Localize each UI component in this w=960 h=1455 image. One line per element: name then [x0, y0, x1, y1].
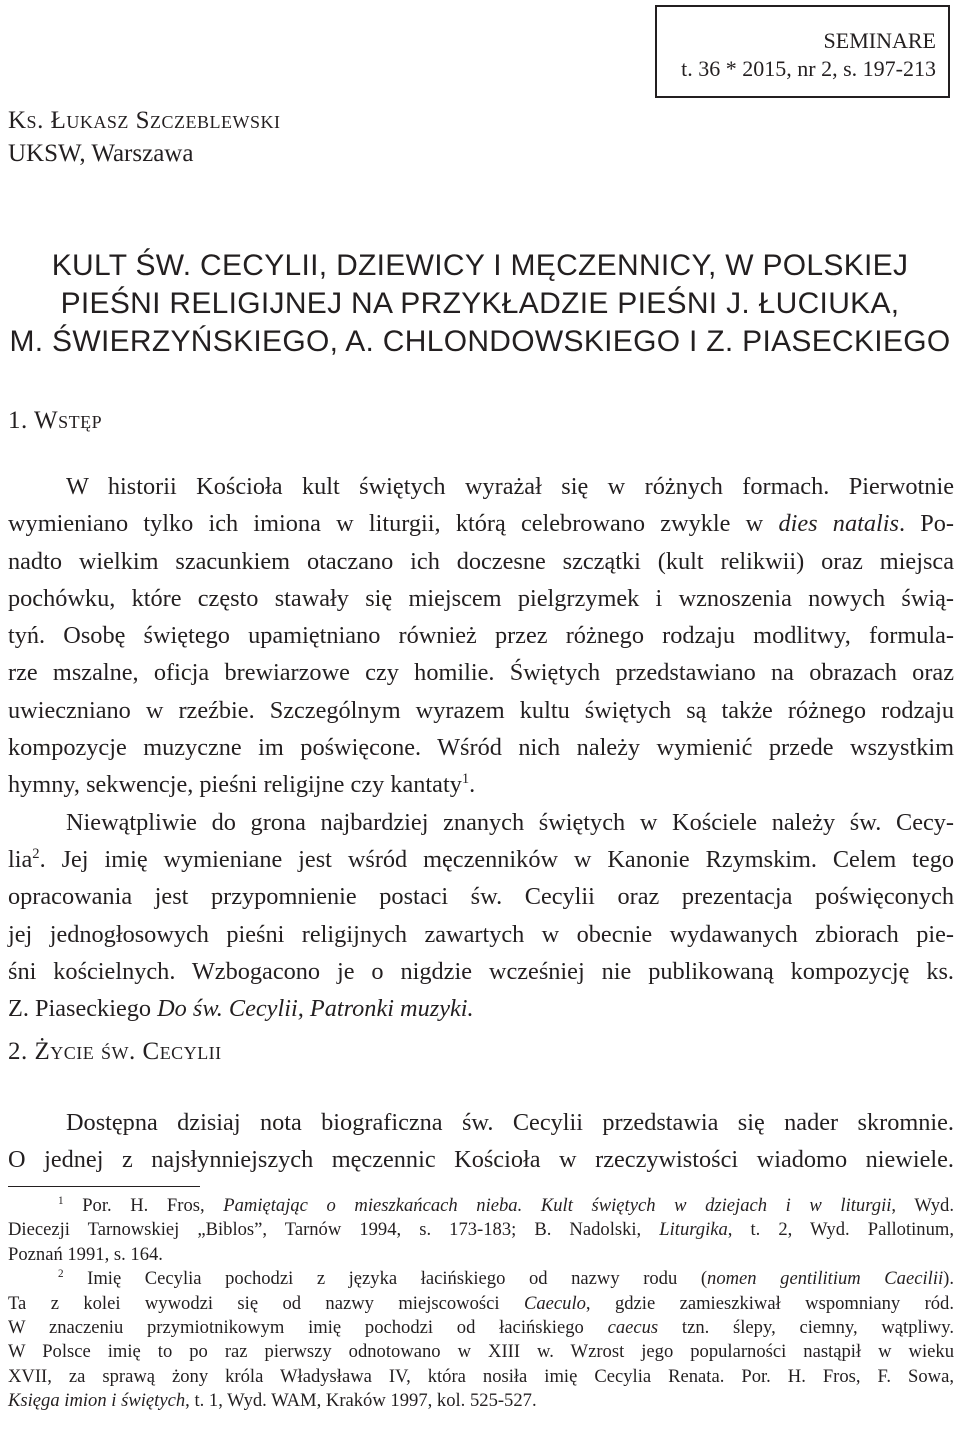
text-span: , gdzie zamieszkiwał wspomniany ród. — [585, 1292, 955, 1314]
text-span: . Po- — [898, 510, 954, 538]
text-line: jej jednogłosowych pieśni religijnych zawartych w obecnie wydawanych zbiorach pie- — [8, 920, 954, 948]
section-body-intro — [8, 468, 954, 1027]
footnote-line — [8, 1389, 954, 1413]
text-line: O jednej z najsłynniejszych męczennic Kościoła w rzeczywistości wiadomo niewiele. — [8, 1146, 954, 1174]
text-line — [8, 990, 954, 1027]
italic-title: Do św. Cecylii, Patronki muzyki. — [157, 995, 474, 1023]
text-line: śni kościelnych. Wzbogacono je o nigdzie wcześniej nie publikowaną kompozycję ks. — [8, 957, 954, 985]
article-title — [0, 247, 960, 361]
italic-term: dies natalis — [778, 510, 899, 538]
text-span: lia — [8, 845, 33, 873]
section-heading-life: 2. Życie św. Cecylii — [8, 1038, 222, 1065]
text-line: rze mszalne, oficja brewiarzowe czy homilie. Świętych przedstawiano na obrazach oraz — [8, 659, 954, 687]
journal-info-box — [655, 5, 950, 98]
text-line — [8, 841, 954, 878]
text-span: tzn. ślepy, ciemny, wątpliwy. — [681, 1317, 955, 1339]
title-line: KULT ŚW. CECYLII, DZIEWICY I MĘCZENNICY, W POLSKIEJ — [51, 249, 909, 282]
section-body-life — [8, 1104, 954, 1179]
section-heading-intro: 1. Wstęp — [8, 407, 103, 434]
author-affiliation: UKSW, Warszawa — [8, 140, 194, 167]
footnote-line — [8, 1292, 954, 1316]
text-line — [8, 468, 954, 505]
footnote-line: Poznań 1991, s. 164. — [8, 1243, 163, 1265]
text-line — [8, 1104, 954, 1141]
italic-term: nomen gentilitium Caecilii — [707, 1268, 944, 1290]
text-line — [8, 804, 954, 841]
journal-name: SEMINARE — [823, 28, 936, 53]
text-line: pochówku, które często stawały się miejscem pielgrzymek i wznoszenia nowych świą- — [8, 584, 954, 612]
text-span: Z. Piaseckiego — [8, 995, 152, 1023]
footnote-ref-1[interactable]: 1 — [461, 771, 470, 788]
text-span: . Jej imię wymieniane jest wśród męczenników w Kanonie Rzymskim. Celem tego — [39, 845, 954, 873]
footnote-ref-2[interactable]: 2 — [32, 845, 40, 862]
text-line — [8, 766, 954, 803]
footnote-line — [8, 1218, 954, 1242]
title-line: M. ŚWIERZYŃSKIEGO, A. CHLONDOWSKIEGO I Z. PIASECKIEGO — [9, 325, 951, 358]
text-span: Dostępna dzisiaj nota biograficzna św. Cecylii przedstawia się nader skromnie. — [66, 1109, 954, 1136]
footnote-line — [8, 1316, 954, 1340]
text-span: W historii Kościoła kult świętych wyrażał się w różnych formach. Pierwotnie — [66, 473, 954, 500]
text-span: , t. 1, Wyd. WAM, Kraków 1997, kol. 525-527. — [185, 1390, 537, 1412]
text-span: . — [469, 771, 476, 799]
text-line: kompozycje muzyczne im poświęcone. Wśród nich należy wymienić przede wszystkim — [8, 734, 954, 762]
footnote-number: 1 — [58, 1194, 64, 1207]
italic-title: Liturgika — [659, 1219, 728, 1241]
text-span: , t. 2, Wyd. Pallotinum, — [727, 1219, 954, 1241]
italic-title: Księga imion i świętych — [8, 1390, 186, 1412]
italic-title: Pamiętając o mieszkańcach nieba. Kult świętych w dziejach i w liturgii — [223, 1195, 892, 1216]
italic-term: caecus — [607, 1317, 659, 1339]
footnote-line: XVII, za sprawą żony króla Władysława IV, która nosiła imię Cecylia Renata. Por. H. Fros, F. Sowa, — [8, 1365, 954, 1387]
text-line: opracowania jest przypomnienie postaci św. Cecylii oraz prezentacja poświęconych — [8, 883, 954, 911]
text-span: Imię Cecylia pochodzi z języka łacińskiego od nazwy rodu ( — [87, 1268, 708, 1290]
text-span: Por. H. Fros, — [82, 1195, 205, 1216]
journal-citation: t. 36 * 2015, nr 2, s. 197-213 — [681, 56, 936, 81]
footnote-2 — [8, 1267, 954, 1291]
text-span: hymny, sekwencje, pieśni religijne czy kantaty — [8, 771, 462, 799]
footnote-number: 2 — [58, 1268, 64, 1281]
text-line: nadto wielkim szacunkiem otaczano ich doczesne szczątki (kult relikwii) oraz miejsca — [8, 547, 954, 575]
text-span: Ta z kolei wywodzi się od nazwy miejscowości — [8, 1292, 500, 1314]
text-line: tyń. Osobę świętego upamiętniano również przez różnego rodzaju modlitwy, formula- — [8, 622, 954, 650]
footnote-1 — [8, 1194, 954, 1218]
text-span: wymieniano tylko ich imiona w liturgii, którą celebrowano zwykle w — [8, 510, 764, 538]
footnote-divider — [8, 1186, 200, 1187]
text-span: ). — [943, 1268, 954, 1290]
text-span: Diecezji Tarnowskiej „Biblos”, Tarnów 1994, s. 173-183; B. Nadolski, — [8, 1219, 642, 1241]
text-span: W znaczeniu przymiotnikowym imię pochodzi od łacińskiego — [8, 1317, 584, 1339]
footnotes — [8, 1194, 954, 1414]
text-line: uwieczniano w rzeźbie. Szczególnym wyrazem kultu świętych są także różnego rodzaju — [8, 696, 954, 724]
text-line — [8, 505, 954, 542]
footnote-line: W Polsce imię to po raz pierwszy odnotowano w XIII w. Wzrost jego popularności nastąpił w wieku — [8, 1341, 954, 1363]
italic-term: Caeculo — [523, 1292, 586, 1314]
author-name: Ks. Łukasz Szczeblewski — [8, 107, 281, 134]
title-line: PIEŚNI RELIGIJNEJ NA PRZYKŁADZIE PIEŚNI J. ŁUCIUKA, — [60, 287, 900, 320]
text-span: , Wyd. — [891, 1195, 954, 1216]
author-block — [8, 104, 280, 170]
text-span: Niewątpliwie do grona najbardziej znanych świętych w Kościele należy św. Cecy- — [66, 808, 954, 836]
